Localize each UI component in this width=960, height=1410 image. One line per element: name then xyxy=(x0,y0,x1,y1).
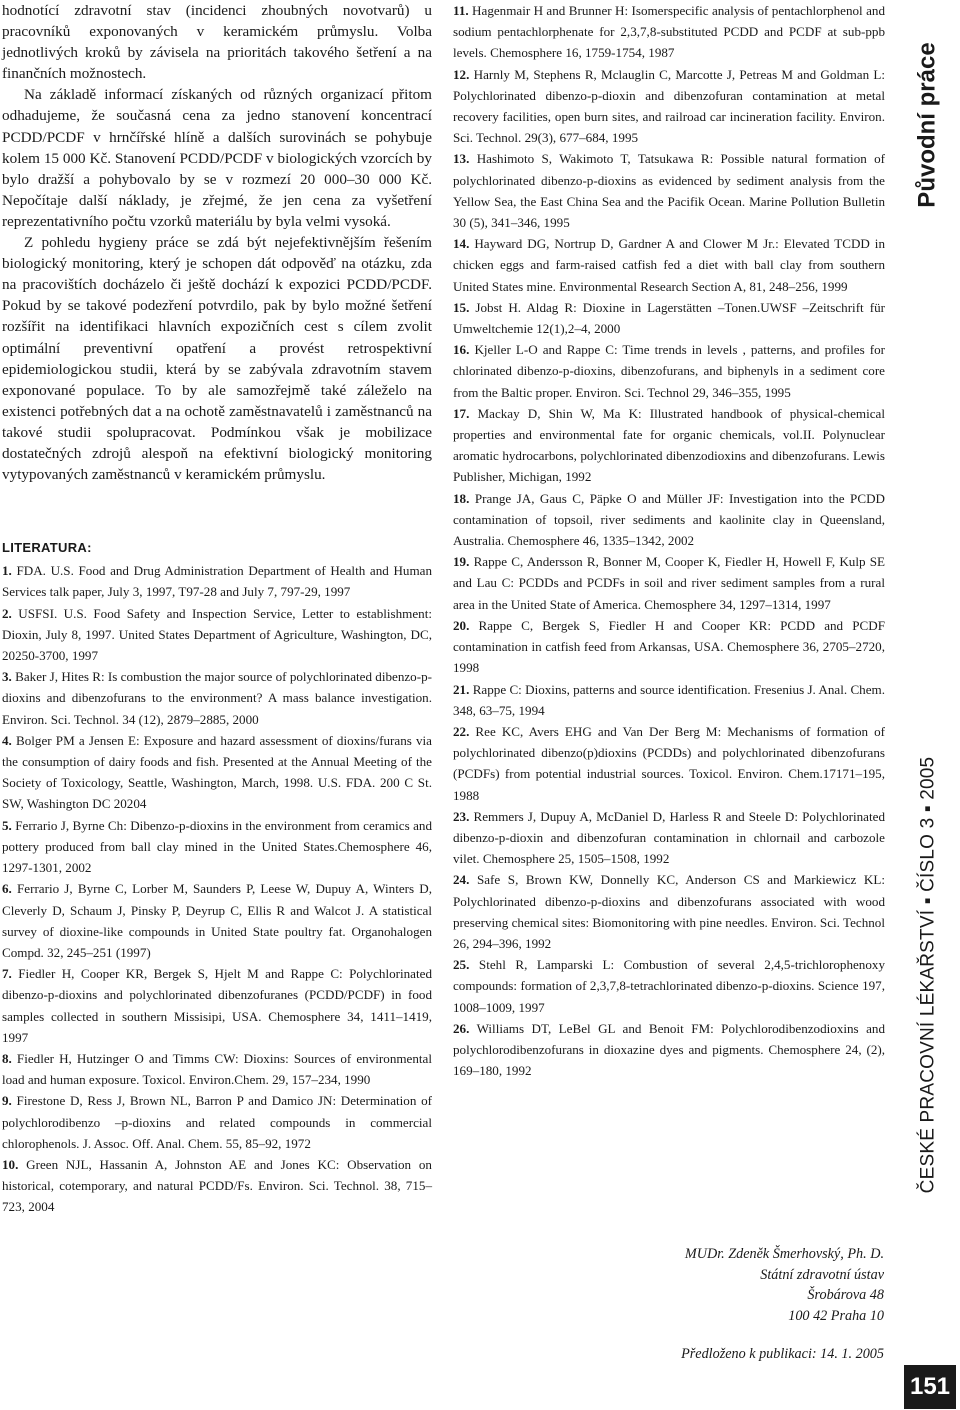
reference-text: Stehl R, Lamparski L: Combustion of several 2,4,5-trichlorophenoxy compounds: formation of 2,3,7,8-tetrachlorinated dibenzo-p-dioxins. Science 197, 1008–1009, 1997 xyxy=(453,957,885,1015)
references-left xyxy=(2,560,432,1217)
reference-item xyxy=(453,1018,885,1082)
references-right xyxy=(453,0,885,1081)
reference-item xyxy=(2,666,432,730)
reference-number: 14. xyxy=(453,236,470,252)
reference-number: 5. xyxy=(2,817,12,833)
reference-item xyxy=(453,488,885,552)
reference-text: USFSI. U.S. Food Safety and Inspection Service, Letter to establishment: Dioxin, July 8, 1997. United States Department of Agriculture, Washington, DC, 20250-3700, 1997 xyxy=(2,605,432,664)
reference-text: Fiedler H, Cooper KR, Bergek S, Hjelt M and Rappe C: Polychlorinated dibenzo-p-dioxins and polychlorinated dibenzofuranes (PCDD/PCDF) in food samples collected in southern Missisipi, USA. Chemosphere 34, 1411–1419, 1997 xyxy=(2,966,432,1045)
reference-number: 20. xyxy=(453,617,470,633)
reference-item xyxy=(2,815,432,879)
reference-item xyxy=(453,0,885,64)
reference-item xyxy=(2,560,432,602)
reference-item xyxy=(453,403,885,488)
reference-text: Fiedler H, Hutzinger O and Timms CW: Dioxins: Sources of environmental load and human exposure. Toxicol. Environ.Chem. 29, 157–234, 1990 xyxy=(2,1050,433,1088)
section-title-text: Původní práce xyxy=(914,42,941,208)
reference-number: 11. xyxy=(453,3,469,18)
reference-number: 17. xyxy=(453,405,470,421)
body-paragraph-1: hodnotící zdravotní stav (incidenci zhoubných novotvarů) u pracovníků exponovaných v keramickém průmyslu. Volba jednotlivých kroků by závisela na prioritách takového šetření a na finančních možnostech. xyxy=(2,2,432,83)
reference-number: 12. xyxy=(453,66,470,82)
reference-text: Prange JA, Gaus C, Päpke O and Müller JF: Investigation into the PCDD contamination of topsoil, river sediments and kaolinite clay in Queensland, Australia. Chemosphere 46, 1335–1342, 2002 xyxy=(453,490,885,549)
reference-text: Rappe C, Bergek S, Fiedler H and Cooper KR: PCDD and PCDF contamination in catfish feed from Arkansas, USA. Chemosphere 36, 2705–2720, 1998 xyxy=(453,617,885,676)
reference-text: Williams DT, LeBel GL and Benoit FM: Polychlorodibenzodioxins and polychlorodibenzofurans in dioxazine dyes and pigments. Chemosphere 24, (2), 169–180, 1992 xyxy=(453,1020,885,1079)
reference-text: Baker J, Hites R: Is combustion the major source of polychlorinated dibenzo-p-dioxins and dibenzofurans to the environment? A mass balance investigation. Environ. Sci. Technol. 34 (12), 2879–2885, 2000 xyxy=(2,669,433,727)
reference-text: Rappe C: Dioxins, patterns and source identification. Fresenius J. Anal. Chem. 348, 63–75, 1994 xyxy=(453,681,885,718)
reference-text: Hashimoto S, Wakimoto T, Tatsukawa R: Possible natural formation of polychlorinated dibenzo-p-dioxins as evidenced by sediment analysis from the Yellow Sea, the East China Sea and the Pacifik Ocean. Marine Pollution Bulletin 30 (5), 341–346, 1995 xyxy=(453,151,885,231)
reference-number: 25. xyxy=(453,957,470,973)
page-number-box xyxy=(904,1365,956,1409)
submission-date: Předloženo k publikaci: 14. 1. 2005 xyxy=(681,1346,884,1362)
reference-item xyxy=(2,878,432,963)
reference-text: Rappe C, Andersson R, Bonner M, Cooper K, Fiedler H, Howell F, Kulp SE and Lau C: PCDDs and PCDFs in soil and river sediment samples from a rural area in the United State of America. Chemosphere 34, 1297–1314, 1997 xyxy=(453,554,885,612)
reference-number: 6. xyxy=(2,881,12,897)
reference-number: 10. xyxy=(2,1156,19,1172)
reference-item xyxy=(453,954,885,1018)
reference-item xyxy=(453,297,885,339)
reference-item xyxy=(453,721,885,806)
reference-item xyxy=(453,148,885,233)
reference-text: Firestone D, Ress J, Brown NL, Barron P and Damico JN: Determination of polychlorodibenzo –p-dioxins and related compounds in commercial chlorophenols. J. Assoc. Off. Anal. Chem. 55, 85–92, 1972 xyxy=(2,1093,433,1151)
reference-number: 22. xyxy=(453,723,470,739)
reference-number: 3. xyxy=(2,669,12,685)
reference-number: 19. xyxy=(453,554,470,570)
reference-text: Ferrario J, Byrne C, Lorber M, Saunders P, Leese W, Dupuy A, Winters D, Cleverly D, Schaum J, Pinsky P, Deyrup C, Ellis R and Walcot J. A statistical survey of dioxine-like compounds in United State poultry fat. Organohalogen Compd. 32, 245–251 (1997) xyxy=(2,881,432,960)
reference-number: 26. xyxy=(453,1020,470,1036)
reference-number: 2. xyxy=(2,605,12,621)
reference-text: Hayward DG, Nortrup D, Gardner A and Clower M Jr.: Elevated TCDD in chicken eggs and farm-raised catfish fed a diet with ball clay from southern United States mine. Environmental Research Section A, 81, 248–256, 1999 xyxy=(453,236,885,294)
reference-number: 23. xyxy=(453,808,470,824)
reference-number: 9. xyxy=(2,1093,12,1109)
section-title-vertical xyxy=(902,20,954,230)
reference-text: Jobst H. Aldag R: Dioxine in Lagerstätten –Tonen.UWSF –Zeitschrift für Umweltchemie 12(1),2–4, 2000 xyxy=(453,299,885,337)
reference-item xyxy=(453,551,885,615)
left-column xyxy=(2,0,432,1218)
reference-item xyxy=(2,963,432,1048)
reference-number: 8. xyxy=(2,1050,12,1066)
journal-title-vertical xyxy=(902,740,954,1210)
reference-number: 4. xyxy=(2,732,12,748)
author-street: Šrobárova 48 xyxy=(807,1287,884,1303)
reference-number: 1. xyxy=(2,563,12,579)
reference-text: Remmers J, Dupuy A, McDaniel D, Harless R and Steele D: Polychlorinated dibenzo-p-dioxin and dibenzofuran contamination in chlornail and carbozole vilet. Chemosphere 25, 1505–1508, 1992 xyxy=(453,808,885,867)
reference-item xyxy=(453,806,885,870)
reference-text: Safe S, Brown KW, Donnelly KC, Anderson CS and Markiewicz KL: Polychlorinated dibenzo-p-dioxins and dibenzofurans associated with wood preserving chemical sites: Biomonitoring with pine needles. Environ. Sci. Technol 26, 294–396, 1992 xyxy=(453,872,885,951)
reference-number: 13. xyxy=(453,151,470,167)
reference-number: 7. xyxy=(2,966,12,982)
reference-number: 24. xyxy=(453,872,470,888)
author-institute: Státní zdravotní ústav xyxy=(760,1266,884,1283)
body-paragraph-3: Z pohledu hygieny práce se zdá být nejefektivnějším řešením biologický monitoring, který je schopen dát odpověď na otázku, zda na pracovištích docházelo či ještě dochází k expozici PCDD/PCDF. Pokud by se takové podezření potvrdilo, pak by bylo možné šetření rozšířit na identifikaci hlavních expozičních cest s cílem zvolit optimální preventivní opatření a provést retrospektivní epidemiologickou studii, která by se zabývala zdravotním stavem exponované populace. To by ale samozřejmě také záleželo na existenci potřebných dat a na ochotě zaměstnavatelů i zaměstnanců na takové studii spolupracovat. Podmínkou však je mobilizace dostatečných zdrojů alespoň na efektivní biologický monitoring vytypovaných zaměstnanců v keramickém průmyslu. xyxy=(2,234,432,484)
reference-text: FDA. U.S. Food and Drug Administration Department of Health and Human Services talk paper, July 3, 1997, T97-28 and July 7, 797-29, 1997 xyxy=(2,563,432,600)
reference-number: 21. xyxy=(453,681,470,697)
page-number: 151 xyxy=(909,1373,951,1400)
reference-number: 16. xyxy=(453,342,470,358)
reference-item xyxy=(453,233,885,297)
reference-item xyxy=(2,1154,432,1218)
reference-text: Bolger PM a Jensen E: Exposure and hazard assessment of dioxins/furans via the consumption of dairy foods and fish. Presented at the Annual Meeting of the Society of Toxicology, Seattle, Washington, March, 1998. U.S. FDA. 200 C St. SW, Washington DC 20204 xyxy=(2,732,432,812)
reference-text: Kjeller L-O and Rappe C: Time trends in levels , patterns, and profiles for chlorinated dibenzo-p-dioxins, dibenzofurans, and biphenyls in a sediment core from the Baltic proper. Environ. Sci. Technol 29, 346–355, 1995 xyxy=(453,342,886,400)
reference-number: 15. xyxy=(453,299,470,315)
reference-text: Hagenmair H and Brunner H: Isomerspecific analysis of pentachlorphenol and sodium pentachlorphenate for 2,3,7,8-substituted PCDD and PCDF at sub-ppb levels. Chemosphere 16, 1759-1754, 1987 xyxy=(453,3,885,61)
reference-text: Harnly M, Stephens R, Mclauglin C, Marcotte J, Petreas M and Goldman L: Polychlorinated dibenzo-p-dioxin and dibenzofuran contamination at metal recovery facilities, open burn sites, and railroad car incineration facility. Environ. Sci. Technol. 29(3), 677–684, 1995 xyxy=(453,66,885,146)
reference-text: Green NJL, Hassanin A, Johnston AE and Jones KC: Observation on historical, cotemporary, and natural PCDD/Fs. Environ. Sci. Technol. 38, 715–723, 2004 xyxy=(2,1156,432,1215)
reference-item xyxy=(453,869,885,954)
author-name: MUDr. Zdeněk Šmerhovský, Ph. D. xyxy=(684,1246,884,1262)
reference-item xyxy=(453,615,885,679)
body-paragraph-2: Na základě informací získaných od různých organizací přitom odhadujeme, že současná cena za jedno stanovení koncentrací PCDD/PCDF v hrnčířské hlíně a dalších surovinách se pohybuje kolem 15 000 Kč. Stanovení PCDD/PCDF v biologických vzorcích by bylo dražší a pohybovalo by se v rozmezí 20 000–30 000 Kč. Nepočítaje další náklady, je zřejmé, že jen cena za vyšetření reprezentativního počtu vzorků materiálu by byla velmi vysoká. xyxy=(2,86,432,230)
reference-item xyxy=(453,679,885,721)
reference-item xyxy=(453,339,885,403)
reference-item xyxy=(2,730,432,815)
journal-title-text: ČESKÉ PRACOVNÍ LÉKAŘSTVÍ ▪ ČÍSLO 3 ▪ 2005 xyxy=(917,756,939,1194)
literature-heading: LITERATURA: xyxy=(2,540,92,556)
reference-text: Mackay D, Shin W, Ma K: Illustrated handbook of physical-chemical properties and environmental fate for organic chemicals, vol.II. Polynuclear aromatic hydrocarbons, polychlorinated dibenzodioxins and dibenzofurans. Lewis Publisher, Michigan, 1992 xyxy=(453,405,885,485)
reference-item xyxy=(453,64,885,149)
author-block xyxy=(681,1244,884,1365)
author-city: 100 42 Praha 10 xyxy=(788,1307,884,1324)
reference-number: 18. xyxy=(453,490,470,506)
reference-text: Ree KC, Avers EHG and Van Der Berg M: Mechanisms of formation of polychlorinated dibenzo(p)dioxins (PCDDs) and polychlorinated dibenzofurans (PCDFs) from potential industrial sources. Toxicol. Environ. Chem.17171–195, 1988 xyxy=(453,723,885,803)
reference-item xyxy=(2,1048,432,1090)
reference-text: Ferrario J, Byrne Ch: Dibenzo-p-dioxins in the environment from ceramics and pottery produced from ball clay mined in the United States.Chemosphere 46, 1297-1301, 2002 xyxy=(2,817,432,876)
reference-item xyxy=(2,1090,432,1154)
reference-item xyxy=(2,603,432,667)
